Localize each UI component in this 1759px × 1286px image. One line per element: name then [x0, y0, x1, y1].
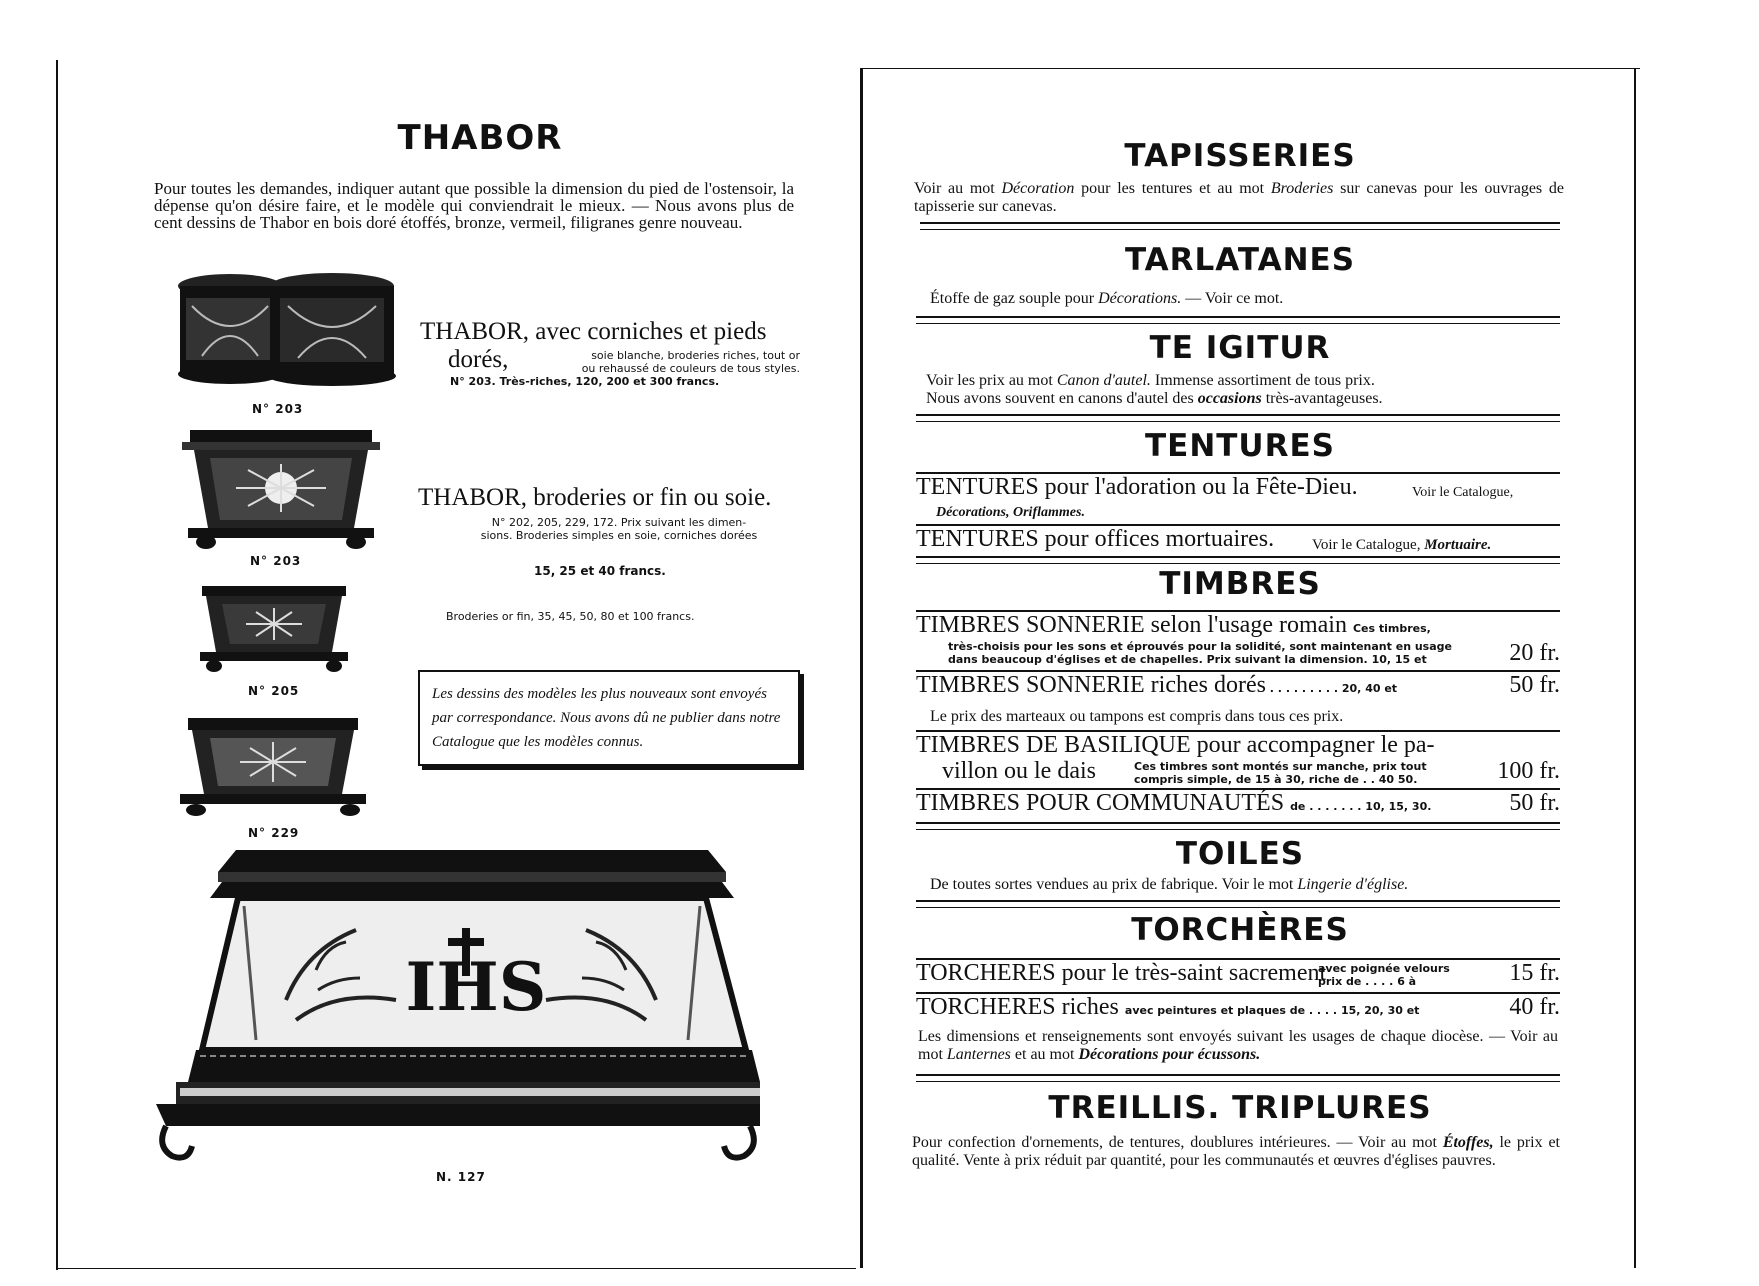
bottom-rule	[56, 1268, 856, 1269]
treillis-text: Pour confection d'ornements, de tentures, doublures intérieures. — Voir au mot Étoffes, le prix et qualité. Vente à prix réduit par quantité, pour les communautés et œuvres d'églises pauvres.	[912, 1134, 1560, 1169]
section-title-tentures: TENTURES	[1145, 428, 1335, 464]
torcheres-saint-sacrement-desc: avec poignée velours prix de . . . . 6 à	[1318, 962, 1450, 988]
te-igitur-text: Voir les prix au mot Canon d'autel. Immense assortiment de tous prix. Nous avons souvent en canons d'autel des occasions très-avantageuses.	[926, 372, 1383, 407]
section-title-timbres: TIMBRES	[1159, 566, 1321, 602]
section-title-tarlatanes: TARLATANES	[1124, 242, 1356, 278]
right-page	[860, 0, 1759, 1286]
thabor-203-round-illustration	[172, 266, 402, 386]
right-margin-rule	[1634, 68, 1636, 1268]
item-thabor-corniches-price: N° 203. Très-riches, 120, 200 et 300 francs.	[450, 375, 720, 388]
item-thabor-corniches-title-end: dorés,	[448, 346, 509, 373]
torcheres-saint-sacrement-price: 15 fr.	[1509, 960, 1560, 986]
section-divider	[916, 900, 1560, 908]
section-divider	[916, 414, 1560, 422]
torcheres-text: Les dimensions et renseignements sont envoyés suivant les usages de chaque diocèse. — Voir au mot Lanternes et au mot Décorations pour écussons.	[918, 1028, 1558, 1063]
tapisseries-text: Voir au mot Décoration pour les tentures et au mot Broderies sur canevas pour les ouvrages de tapisserie sur canevas.	[914, 180, 1564, 215]
section-title-tapisseries: TAPISSERIES	[1124, 138, 1356, 174]
item-thabor-broderies-price-or: Broderies or fin, 35, 45, 50, 80 et 100 francs.	[446, 610, 695, 623]
item-thabor-broderies-title: THABOR, broderies or fin ou soie.	[418, 484, 772, 511]
tentures-adoration-row: TENTURES pour l'adoration ou la Fête-Dieu.	[916, 474, 1358, 500]
torcheres-riches-row: TORCHERES riches avec peintures et plaques de . . . . 15, 20, 30 et	[916, 994, 1420, 1020]
item-thabor-corniches-title: THABOR, avec corniches et pieds	[420, 318, 767, 345]
section-divider	[916, 1074, 1560, 1082]
thabor-127-large-illustration	[136, 850, 760, 1162]
timbres-basilique-row-b: villon ou le dais	[942, 758, 1096, 784]
timbres-basilique-price: 100 fr.	[1497, 758, 1560, 784]
section-divider	[916, 316, 1560, 324]
timbres-communautes-price: 50 fr.	[1509, 790, 1560, 816]
figure-label: N. 127	[436, 1170, 486, 1184]
torcheres-riches-price: 40 fr.	[1509, 994, 1560, 1020]
timbres-communautes-row: TIMBRES POUR COMMUNAUTÉS de . . . . . . . 10, 15, 30.	[916, 790, 1432, 816]
section-title-torcheres: TORCHÈRES	[1131, 912, 1349, 948]
section-title-te-igitur: TE IGITUR	[1149, 330, 1331, 366]
figure-label: N° 205	[248, 684, 300, 698]
top-rule	[860, 68, 1640, 69]
timbres-sonnerie-romain-row: TIMBRES SONNERIE selon l'usage romain Ces timbres,	[916, 612, 1431, 638]
timbres-sonnerie-romain-desc-a: très-choisis pour les sons et éprouvés pour la solidité, sont maintenant en usage	[948, 640, 1452, 653]
toiles-text: De toutes sortes vendues au prix de fabrique. Voir le mot Lingerie d'église.	[930, 876, 1409, 893]
item-thabor-broderies-desc: N° 202, 205, 229, 172. Prix suivant les dimen- sions. Broderies simples en soie, corniches dorées	[480, 516, 758, 542]
item-thabor-broderies-price: 15, 25 et 40 francs.	[534, 564, 666, 578]
thabor-229-illustration	[170, 716, 376, 818]
timbres-marteaux-note: Le prix des marteaux ou tampons est compris dans tous ces prix.	[930, 708, 1344, 725]
page-title-thabor: THABOR	[397, 118, 563, 158]
figure-label: N° 203	[250, 554, 302, 568]
timbres-basilique-row: TIMBRES DE BASILIQUE pour accompagner le pa-	[916, 732, 1435, 758]
left-margin-rule	[56, 60, 58, 1270]
section-title-treillis-triplures: TREILLIS. TRIPLURES	[1048, 1090, 1432, 1126]
section-divider	[916, 822, 1560, 830]
section-title-toiles: TOILES	[1175, 836, 1305, 872]
thabor-205-illustration	[186, 584, 362, 674]
timbres-basilique-desc: Ces timbres sont montés sur manche, prix tout compris simple, de 15 à 30, riche de . . 40 50.	[1134, 760, 1427, 786]
tentures-adoration-ref: Décorations, Oriflammes.	[936, 505, 1085, 520]
tarlatanes-text: Étoffe de gaz souple pour Décorations. — Voir ce mot.	[930, 290, 1284, 307]
thabor-203-illustration	[176, 428, 386, 550]
tentures-mortuaires-row: TENTURES pour offices mortuaires.	[916, 526, 1275, 552]
left-page	[0, 0, 860, 1286]
notice-box: Les dessins des modèles les plus nouveaux sont envoyés par correspondance. Nous avons dû ne publier dans notre Catalogue que les modèles connus.	[418, 670, 800, 766]
section-divider	[920, 222, 1560, 230]
timbres-sonnerie-romain-desc-b: dans beaucoup d'églises et de chapelles. Prix suivant la dimension. 10, 15 et	[948, 653, 1427, 666]
timbres-sonnerie-dores-row: TIMBRES SONNERIE riches dorés . . . . . . . . . 20, 40 et	[916, 672, 1398, 698]
timbres-sonnerie-romain-price: 20 fr.	[1509, 640, 1560, 666]
tentures-adoration-tail: Voir le Catalogue,	[1412, 485, 1514, 500]
figure-label: N° 229	[248, 826, 300, 840]
timbres-sonnerie-dores-price: 50 fr.	[1509, 672, 1560, 698]
tentures-mortuaires-tail: Voir le Catalogue, Mortuaire.	[1312, 537, 1492, 553]
torcheres-saint-sacrement-row: TORCHERES pour le très-saint sacrement	[916, 960, 1327, 986]
section-divider	[916, 556, 1560, 564]
gutter-rule	[860, 68, 863, 1268]
ihs-monogram: IHS	[405, 948, 547, 1026]
thabor-intro: Pour toutes les demandes, indiquer autant que possible la dimension du pied de l'ostensoir, la dépense qu'on désire faire, et le modèle qui conviendrait le mieux. — Nous avons plus de cent dessins de Thabor en bois doré étoffés, bronze, vermeil, filigranes genre nouveau.	[154, 179, 794, 232]
item-thabor-corniches-desc: soie blanche, broderies riches, tout or ou rehaussé de couleurs de tous styles.	[581, 349, 800, 375]
figure-label: N° 203	[252, 402, 304, 416]
